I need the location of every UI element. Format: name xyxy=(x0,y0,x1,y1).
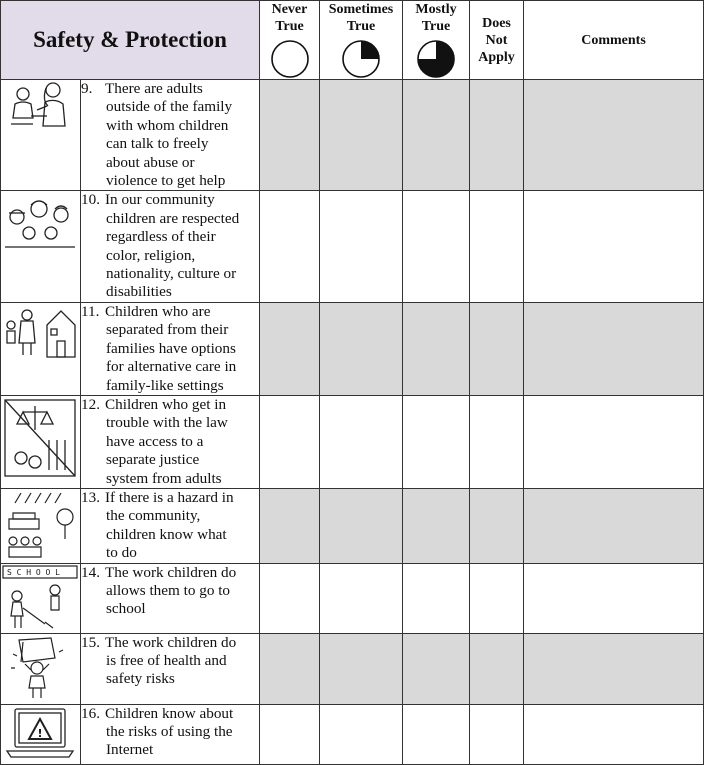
comments-cell[interactable] xyxy=(524,563,704,633)
question-number: 11. xyxy=(81,302,100,320)
answer-does-not-apply-cell[interactable] xyxy=(470,302,524,395)
question-line: is free of health and xyxy=(106,651,227,669)
question-line: violence to get help xyxy=(106,172,226,190)
row-picture xyxy=(1,395,81,488)
empty-circle-icon xyxy=(270,39,310,79)
comments-cell[interactable] xyxy=(524,704,704,764)
question-row xyxy=(1,488,704,563)
question-line: regardless of their xyxy=(106,228,216,246)
comments-cell[interactable] xyxy=(524,395,704,488)
question-line: Children who get in xyxy=(105,395,227,413)
question-number: 16. xyxy=(81,704,100,722)
answer-mostly-true-cell[interactable] xyxy=(403,302,470,395)
answer-sometimes-true-cell[interactable] xyxy=(320,80,403,191)
family-and-house-icon xyxy=(1,303,79,363)
question-row xyxy=(1,563,704,633)
section-title: Safety & Protection xyxy=(1,1,260,80)
col-comments-label: Comments xyxy=(581,32,646,48)
question-line: have access to a xyxy=(106,432,204,450)
answer-mostly-true-cell[interactable] xyxy=(403,395,470,488)
svg-text:S C H O O L: S C H O O L xyxy=(7,567,60,577)
answer-sometimes-true-cell[interactable] xyxy=(320,302,403,395)
question-row xyxy=(1,302,704,395)
question-row xyxy=(1,80,704,191)
question-line: families have options xyxy=(106,339,236,357)
question-line: the community, xyxy=(106,507,201,525)
svg-text:!: ! xyxy=(37,726,43,740)
question-number: 15. xyxy=(81,633,100,651)
question-line: safety risks xyxy=(106,670,175,688)
row-picture xyxy=(1,488,81,563)
question-row xyxy=(1,395,704,488)
question-line: disabilities xyxy=(106,283,172,301)
question-number: 13. xyxy=(81,488,100,506)
comments-cell[interactable] xyxy=(524,633,704,704)
question-line: family-like settings xyxy=(106,376,224,394)
question-line: for alternative care in xyxy=(106,358,237,376)
question-line: trouble with the law xyxy=(106,414,228,432)
question-line: There are adults xyxy=(105,80,203,97)
col-sometimes-true xyxy=(320,1,403,80)
answer-does-not-apply-cell[interactable] xyxy=(470,563,524,633)
question-line: about abuse or xyxy=(106,153,195,171)
col-never-true-line1: Never xyxy=(271,2,308,17)
row-picture xyxy=(1,704,81,764)
answer-never-true-cell[interactable] xyxy=(260,302,320,395)
comments-cell[interactable] xyxy=(524,80,704,191)
question-line: The work children do xyxy=(105,633,237,651)
storm-hazard-icon xyxy=(1,489,79,559)
adult-talking-with-child-icon xyxy=(1,80,79,140)
answer-mostly-true-cell[interactable] xyxy=(403,488,470,563)
col-na-line1: Does xyxy=(482,15,511,31)
answer-sometimes-true-cell[interactable] xyxy=(320,633,403,704)
question-number: 12. xyxy=(81,395,100,413)
question-line: The work children do xyxy=(105,563,237,581)
question-line: the risks of using the xyxy=(106,722,233,740)
answer-never-true-cell[interactable] xyxy=(260,80,320,191)
question-number: 14. xyxy=(81,563,100,581)
col-comments xyxy=(524,1,704,80)
answer-sometimes-true-cell[interactable] xyxy=(320,191,403,302)
row-picture xyxy=(1,191,81,302)
row-picture xyxy=(1,80,81,191)
answer-never-true-cell[interactable] xyxy=(260,704,320,764)
question-line: can talk to freely xyxy=(106,135,209,153)
col-mostly-true-line2: True xyxy=(421,19,451,34)
question-line: Children know about xyxy=(105,704,234,722)
answer-mostly-true-cell[interactable] xyxy=(403,704,470,764)
header-row xyxy=(1,1,704,80)
quarter-circle-icon xyxy=(341,39,381,79)
question-line: system from adults xyxy=(106,469,222,487)
three-quarter-circle-icon xyxy=(416,39,456,79)
answer-sometimes-true-cell[interactable] xyxy=(320,395,403,488)
row-picture xyxy=(1,633,81,704)
question-15 xyxy=(81,633,260,704)
question-row xyxy=(1,191,704,302)
question-line: to do xyxy=(106,544,137,562)
question-line: Internet xyxy=(106,741,154,759)
answer-never-true-cell[interactable] xyxy=(260,563,320,633)
col-never-true-line2: True xyxy=(275,19,304,34)
question-line: separated from their xyxy=(106,321,229,339)
child-carrying-load-icon xyxy=(1,634,79,702)
question-line: allows them to go to xyxy=(106,581,231,599)
question-line: If there is a hazard in xyxy=(105,488,234,506)
answer-does-not-apply-cell[interactable] xyxy=(470,395,524,488)
answer-mostly-true-cell[interactable] xyxy=(403,563,470,633)
question-12 xyxy=(81,395,260,488)
justice-scales-icon xyxy=(1,396,79,480)
question-row xyxy=(1,704,704,764)
question-row xyxy=(1,633,704,704)
question-line: with whom children xyxy=(106,116,229,134)
comments-cell[interactable] xyxy=(524,191,704,302)
laptop-warning-icon xyxy=(1,705,79,763)
answer-never-true-cell[interactable] xyxy=(260,633,320,704)
question-line: Children who are xyxy=(105,302,211,320)
diverse-children-group-icon xyxy=(1,191,79,251)
answer-does-not-apply-cell[interactable] xyxy=(470,704,524,764)
answer-sometimes-true-cell[interactable] xyxy=(320,704,403,764)
answer-sometimes-true-cell[interactable] xyxy=(320,488,403,563)
row-picture xyxy=(1,563,81,633)
row-picture xyxy=(1,302,81,395)
question-number: 9. xyxy=(81,80,93,97)
col-na-line3: Apply xyxy=(478,49,515,65)
answer-never-true-cell[interactable] xyxy=(260,488,320,563)
col-does-not-apply xyxy=(470,1,524,80)
col-mostly-true xyxy=(403,1,470,80)
col-sometimes-true-line2: True xyxy=(346,19,376,34)
answer-never-true-cell[interactable] xyxy=(260,191,320,302)
col-sometimes-true-line1: Sometimes xyxy=(328,2,394,17)
child-working-near-school-icon xyxy=(1,564,79,632)
question-13 xyxy=(81,488,260,563)
question-line: In our community xyxy=(105,191,215,209)
question-14 xyxy=(81,563,260,633)
question-line: separate justice xyxy=(106,451,200,469)
answer-mostly-true-cell[interactable] xyxy=(403,191,470,302)
col-mostly-true-line1: Mostly xyxy=(415,2,457,17)
question-line: outside of the family xyxy=(106,98,233,116)
question-number: 10. xyxy=(81,191,100,209)
question-9 xyxy=(81,80,260,191)
question-line: children are respected xyxy=(106,209,240,227)
col-never-true xyxy=(260,1,320,80)
question-line: school xyxy=(106,600,146,618)
answer-mostly-true-cell[interactable] xyxy=(403,80,470,191)
answer-does-not-apply-cell[interactable] xyxy=(470,80,524,191)
answer-never-true-cell[interactable] xyxy=(260,395,320,488)
question-line: nationality, culture or xyxy=(106,265,237,283)
answer-mostly-true-cell[interactable] xyxy=(403,633,470,704)
question-line: color, religion, xyxy=(106,246,196,264)
question-10 xyxy=(81,191,260,302)
answer-sometimes-true-cell[interactable] xyxy=(320,563,403,633)
comments-cell[interactable] xyxy=(524,488,704,563)
answer-does-not-apply-cell[interactable] xyxy=(470,488,524,563)
answer-does-not-apply-cell[interactable] xyxy=(470,191,524,302)
col-na-line2: Not xyxy=(485,32,508,48)
question-line: children know what xyxy=(106,525,227,543)
question-11 xyxy=(81,302,260,395)
question-16 xyxy=(81,704,260,764)
answer-does-not-apply-cell[interactable] xyxy=(470,633,524,704)
comments-cell[interactable] xyxy=(524,302,704,395)
